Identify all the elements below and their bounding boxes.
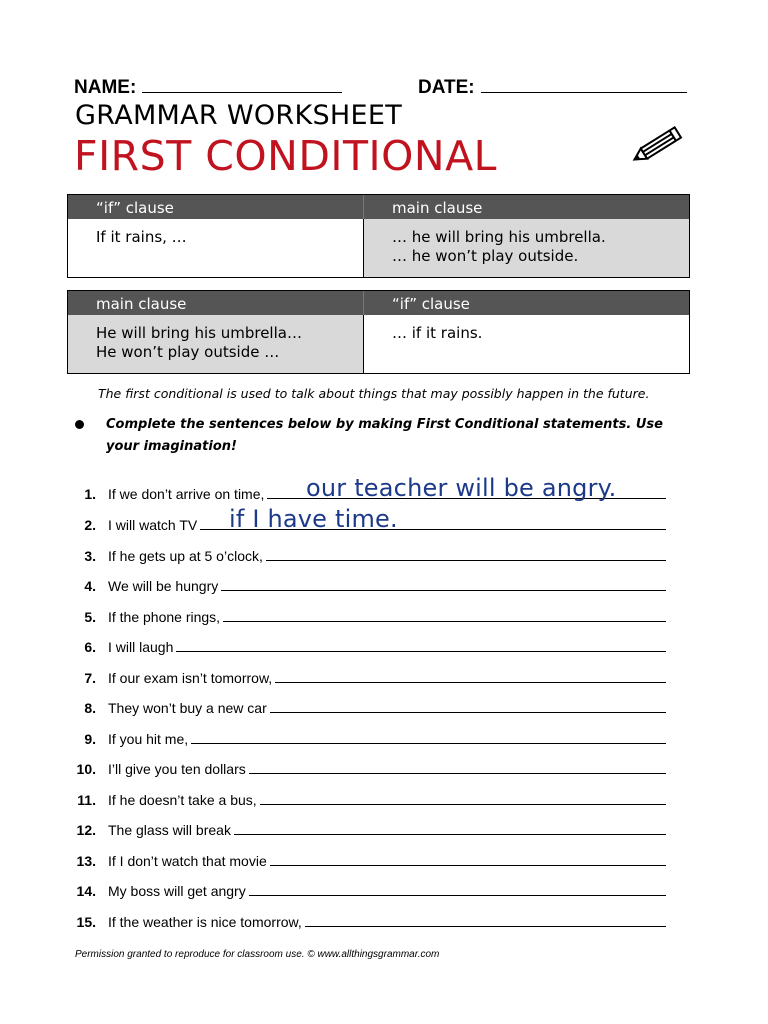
answer-blank[interactable] [223, 621, 666, 622]
question-row [74, 694, 666, 716]
question-row [74, 786, 666, 808]
date-blank[interactable] [481, 74, 687, 93]
question-number: 6. [84, 639, 96, 655]
question-row [74, 664, 666, 686]
question-stem: If he gets up at 5 o’clock, [108, 548, 263, 564]
question-stem: I’ll give you ten dollars [108, 761, 246, 777]
instruction-text: Complete the sentences below by making First Conditional statements. Use your imagination! [106, 417, 663, 454]
answer-blank[interactable] [249, 773, 666, 774]
question-number: 10. [76, 761, 96, 777]
question-stem: If the weather is nice tomorrow, [108, 914, 302, 930]
answer-blank[interactable] [275, 682, 666, 683]
question-number: 15. [76, 914, 96, 930]
date-label: DATE: [418, 77, 475, 98]
example-line: … if it rains. [392, 324, 483, 342]
question-number: 8. [84, 700, 96, 716]
example-line: He won’t play outside … [96, 343, 280, 361]
question-stem: If he doesn’t take a bus, [108, 792, 257, 808]
header-main-clause: main clause [96, 295, 187, 313]
header-if-clause: “if” clause [96, 199, 174, 217]
definition-text: The first conditional is used to talk about things that may possibly happen in the future. [98, 386, 650, 401]
main-clause-cell [68, 315, 363, 373]
question-row [74, 572, 666, 594]
handwritten-answer-2: if I have time. [229, 505, 398, 533]
answer-blank[interactable] [221, 590, 666, 591]
question-stem: They won’t buy a new car [108, 700, 267, 716]
question-number: 7. [84, 670, 96, 686]
answer-blank[interactable] [266, 560, 666, 561]
table-header [68, 291, 689, 315]
main-first-table [67, 290, 690, 374]
pencil-icon [628, 122, 688, 170]
handwritten-answer-1: our teacher will be angry. [306, 474, 617, 502]
question-row [74, 847, 666, 869]
if-first-table [67, 194, 690, 278]
question-stem: If you hit me, [108, 731, 189, 747]
question-stem: If I don’t watch that movie [108, 853, 267, 869]
question-stem: I will laugh [108, 639, 174, 655]
worksheet-title: GRAMMAR WORKSHEET [75, 100, 403, 131]
worksheet-subtitle: FIRST CONDITIONAL [74, 132, 497, 180]
question-stem: My boss will get angry [108, 883, 246, 899]
table-body [68, 219, 689, 277]
question-number: 14. [76, 883, 96, 899]
question-stem: The glass will break [108, 822, 231, 838]
question-row [74, 542, 666, 564]
question-number: 11. [77, 792, 96, 808]
question-stem: I will watch TV [108, 517, 198, 533]
answer-blank[interactable] [191, 743, 666, 744]
answer-blank[interactable] [249, 895, 666, 896]
question-number: 1. [84, 486, 96, 502]
table-header [68, 195, 689, 219]
bullet-icon [75, 420, 84, 429]
answer-blank[interactable] [260, 804, 666, 805]
question-row [74, 725, 666, 747]
answer-blank[interactable] [305, 926, 666, 927]
example-line: … he will bring his umbrella. [392, 228, 606, 246]
question-row [74, 755, 666, 777]
question-row [74, 877, 666, 899]
question-number: 13. [76, 853, 96, 869]
question-stem: If we don’t arrive on time, [108, 486, 265, 502]
question-number: 9. [84, 731, 96, 747]
question-row [74, 816, 666, 838]
main-clause-cell [363, 219, 689, 277]
question-row [74, 603, 666, 625]
answer-blank[interactable] [176, 651, 666, 652]
question-number: 5. [84, 609, 96, 625]
question-number: 4. [84, 578, 96, 594]
question-number: 2. [84, 517, 96, 533]
question-row [74, 633, 666, 655]
question-number: 3. [84, 548, 96, 564]
question-stem: If the phone rings, [108, 609, 221, 625]
name-label: NAME: [74, 77, 137, 98]
question-row [74, 908, 666, 930]
answer-blank[interactable] [234, 834, 666, 835]
answer-blank[interactable] [270, 865, 666, 866]
question-stem: If our exam isn’t tomorrow, [108, 670, 273, 686]
if-clause-cell [68, 219, 363, 277]
table-body [68, 315, 689, 373]
name-blank[interactable] [142, 74, 342, 93]
if-clause-cell [363, 315, 689, 373]
question-stem: We will be hungry [108, 578, 219, 594]
question-number: 12. [76, 822, 96, 838]
footer-text: Permission granted to reproduce for classroom use. © www.allthingsgrammar.com [75, 949, 440, 960]
name-field[interactable] [74, 74, 342, 99]
header-if-clause: “if” clause [363, 291, 689, 315]
header-main-clause: main clause [363, 195, 689, 219]
example-line: If it rains, … [96, 228, 187, 246]
date-field[interactable] [418, 74, 687, 99]
example-line: He will bring his umbrella… [96, 324, 302, 342]
answer-blank[interactable] [270, 712, 666, 713]
example-line: … he won’t play outside. [392, 247, 579, 265]
name-date-row [74, 74, 694, 98]
